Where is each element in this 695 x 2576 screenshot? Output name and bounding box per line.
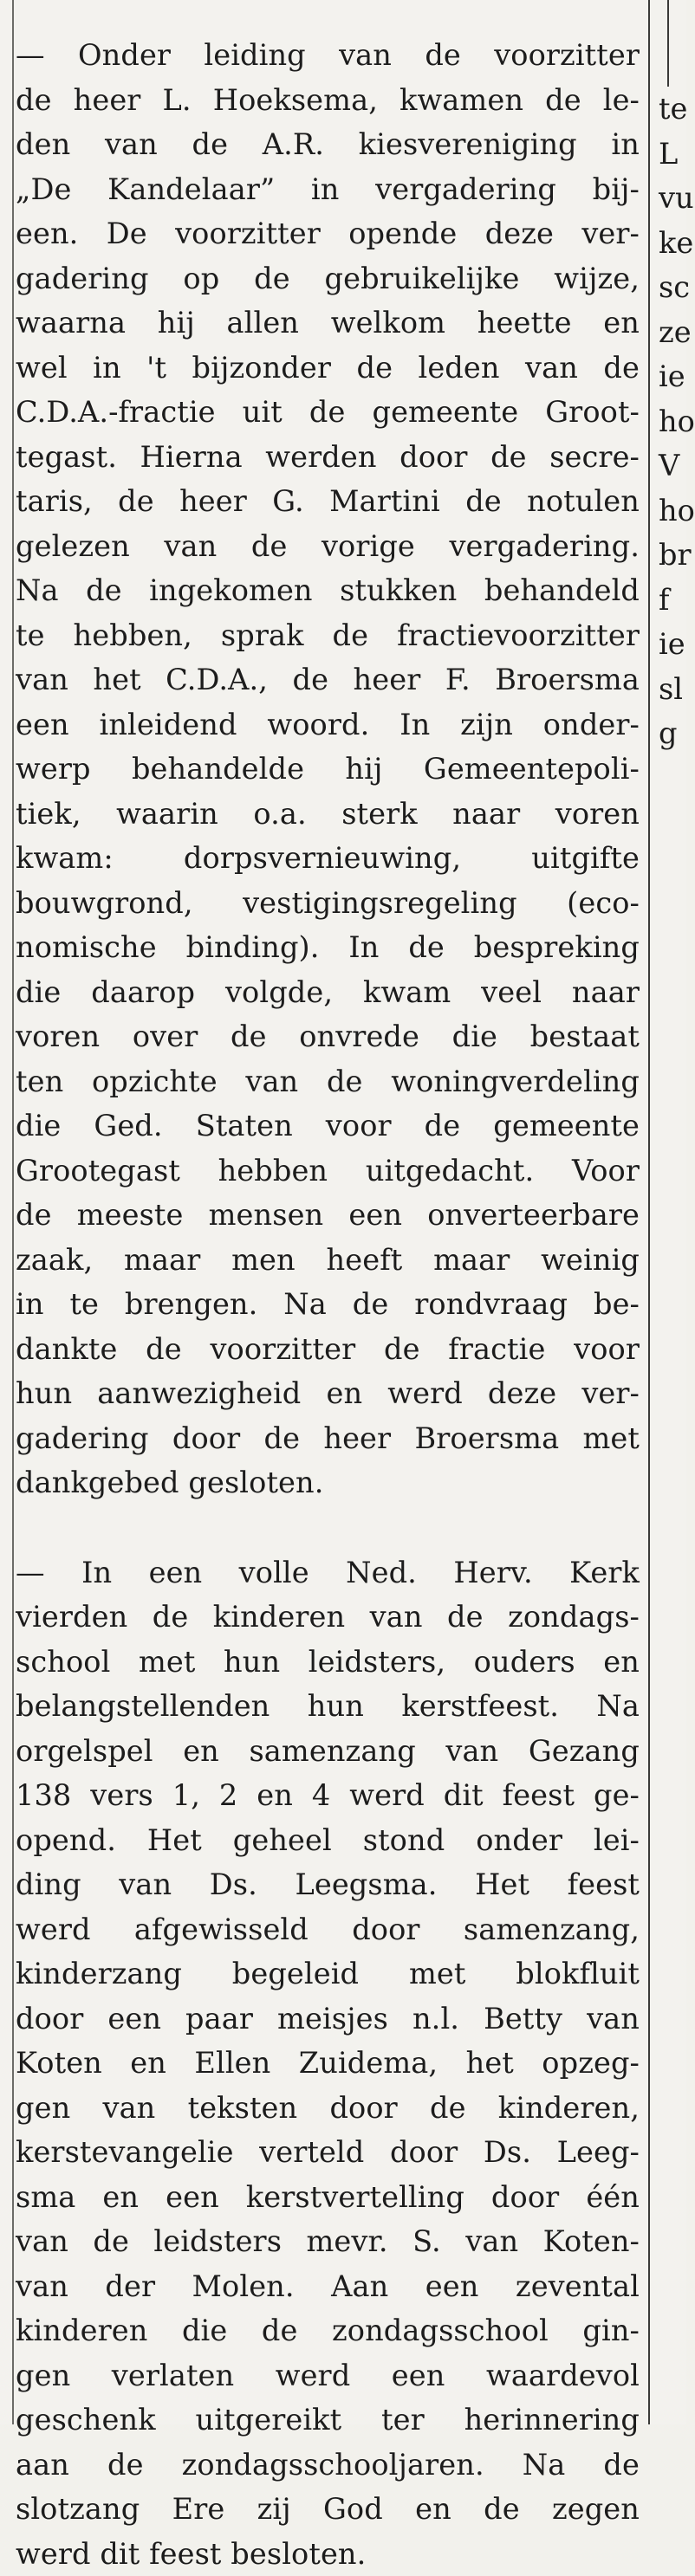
neighbor-text-line: vu bbox=[659, 176, 686, 221]
text-line: dankgebed gesloten. bbox=[16, 1460, 640, 1505]
text-line: kinderzang begeleid met blokfluit bbox=[16, 1951, 640, 1997]
neighbor-text-line: g bbox=[659, 711, 686, 756]
article-column bbox=[16, 33, 640, 2576]
paragraph-gap bbox=[16, 1505, 640, 1550]
text-line: van der Molen. Aan een zevental bbox=[16, 2264, 640, 2309]
text-line: opend. Het geheel stond onder lei- bbox=[16, 1818, 640, 1863]
text-line: taris, de heer G. Martini de notulen bbox=[16, 479, 640, 524]
text-line: dankte de voorzitter de fractie voor bbox=[16, 1327, 640, 1372]
text-line: gadering op de gebruikelijke wijze, bbox=[16, 256, 640, 301]
text-line: „De Kandelaar” in vergadering bij- bbox=[16, 167, 640, 212]
text-line: C.D.A.-fractie uit de gemeente Groot- bbox=[16, 390, 640, 435]
text-line: gen verlaten werd een waardevol bbox=[16, 2353, 640, 2398]
text-line: tegast. Hierna werden door de secre- bbox=[16, 435, 640, 480]
text-line: die daarop volgde, kwam veel naar bbox=[16, 970, 640, 1015]
text-line: vierden de kinderen van de zondags- bbox=[16, 1595, 640, 1640]
text-line: Na de ingekomen stukken behandeld bbox=[16, 568, 640, 613]
neighbor-text-line: L bbox=[659, 132, 686, 177]
text-line: wel in 't bijzonder de leden van de bbox=[16, 346, 640, 391]
text-line: waarna hij allen welkom heette en bbox=[16, 301, 640, 346]
text-line: voren over de onvrede die bestaat bbox=[16, 1014, 640, 1059]
neighbor-text-line: sc bbox=[659, 265, 686, 310]
text-line: door een paar meisjes n.l. Betty van bbox=[16, 1997, 640, 2042]
text-line: werp behandelde hij Gemeentepoli- bbox=[16, 747, 640, 792]
neighbor-text-line: ke bbox=[659, 221, 686, 266]
text-line: kerstevangelie verteld door Ds. Leeg- bbox=[16, 2130, 640, 2175]
text-line: de meeste mensen een onverteerbare bbox=[16, 1193, 640, 1238]
text-line: belangstellenden hun kerstfeest. Na bbox=[16, 1684, 640, 1729]
text-line: kinderen die de zondagsschool gin- bbox=[16, 2308, 640, 2353]
text-line: gen van teksten door de kinderen, bbox=[16, 2086, 640, 2131]
text-line: — Onder leiding van de voorzitter bbox=[16, 33, 640, 78]
text-line: werd afgewisseld door samenzang, bbox=[16, 1907, 640, 1952]
paragraph-party-meeting bbox=[16, 33, 640, 1505]
text-line: Koten en Ellen Zuidema, het opzeg- bbox=[16, 2041, 640, 2086]
neighbor-text-line: ie bbox=[659, 622, 686, 667]
text-line: werd dit feest besloten. bbox=[16, 2532, 640, 2576]
neighbor-text-line: ze bbox=[659, 310, 686, 355]
text-line: een inleidend woord. In zijn onder- bbox=[16, 702, 640, 748]
text-line: — In een volle Ned. Herv. Kerk bbox=[16, 1550, 640, 1595]
text-line: die Ged. Staten voor de gemeente bbox=[16, 1104, 640, 1149]
text-line: bouwgrond, vestigingsregeling (eco- bbox=[16, 881, 640, 926]
text-line: slotzang Ere zij God en de zegen bbox=[16, 2487, 640, 2532]
text-line: een. De voorzitter opende deze ver- bbox=[16, 211, 640, 256]
text-line: Grootegast hebben uitgedacht. Voor bbox=[16, 1149, 640, 1194]
neighbor-text-line: ho bbox=[659, 489, 686, 534]
text-line: tiek, waarin o.a. sterk naar voren bbox=[16, 792, 640, 837]
paragraph-christmas-celebration bbox=[16, 1550, 640, 2576]
text-line: sma en een kerstvertelling door één bbox=[16, 2175, 640, 2220]
text-line: van het C.D.A., de heer F. Broersma bbox=[16, 657, 640, 702]
neighbor-text-line: te bbox=[659, 87, 686, 132]
text-line: geschenk uitgereikt ter herinnering bbox=[16, 2398, 640, 2443]
text-line: 138 vers 1, 2 en 4 werd dit feest ge- bbox=[16, 1773, 640, 1818]
text-line: kwam: dorpsvernieuwing, uitgifte bbox=[16, 836, 640, 881]
neighbor-text-line: ie bbox=[659, 354, 686, 399]
text-line: orgelspel en samenzang van Gezang bbox=[16, 1729, 640, 1774]
left-column-rule bbox=[12, 0, 14, 2424]
text-line: de heer L. Hoeksema, kwamen de le- bbox=[16, 78, 640, 123]
text-line: hun aanwezigheid en werd deze ver- bbox=[16, 1371, 640, 1416]
text-line: nomische binding). In de bespreking bbox=[16, 925, 640, 970]
text-line: aan de zondagsschooljaren. Na de bbox=[16, 2443, 640, 2488]
text-line: van de leidsters mevr. S. van Koten- bbox=[16, 2219, 640, 2264]
neighbor-text-line: V bbox=[659, 443, 686, 489]
text-line: den van de A.R. kiesvereniging in bbox=[16, 122, 640, 167]
text-line: ding van Ds. Leegsma. Het feest bbox=[16, 1862, 640, 1907]
text-line: gelezen van de vorige vergadering. bbox=[16, 524, 640, 569]
neighbor-text-line: ho bbox=[659, 399, 686, 444]
text-line: school met hun leidsters, ouders en bbox=[16, 1640, 640, 1685]
right-edge-rule bbox=[667, 0, 669, 87]
text-line: in te brengen. Na de rondvraag be- bbox=[16, 1282, 640, 1327]
text-line: zaak, maar men heeft maar weinig bbox=[16, 1238, 640, 1283]
neighbor-text-line: f bbox=[659, 578, 686, 623]
neighbor-text-line: br bbox=[659, 533, 686, 578]
text-line: gadering door de heer Broersma met bbox=[16, 1416, 640, 1461]
text-line: te hebben, sprak de fractievoorzitter bbox=[16, 613, 640, 658]
neighbor-text-line: sl bbox=[659, 667, 686, 712]
right-column-rule bbox=[648, 0, 650, 2424]
text-line: ten opzichte van de woningverdeling bbox=[16, 1059, 640, 1104]
neighbor-column-fragment bbox=[659, 87, 686, 756]
